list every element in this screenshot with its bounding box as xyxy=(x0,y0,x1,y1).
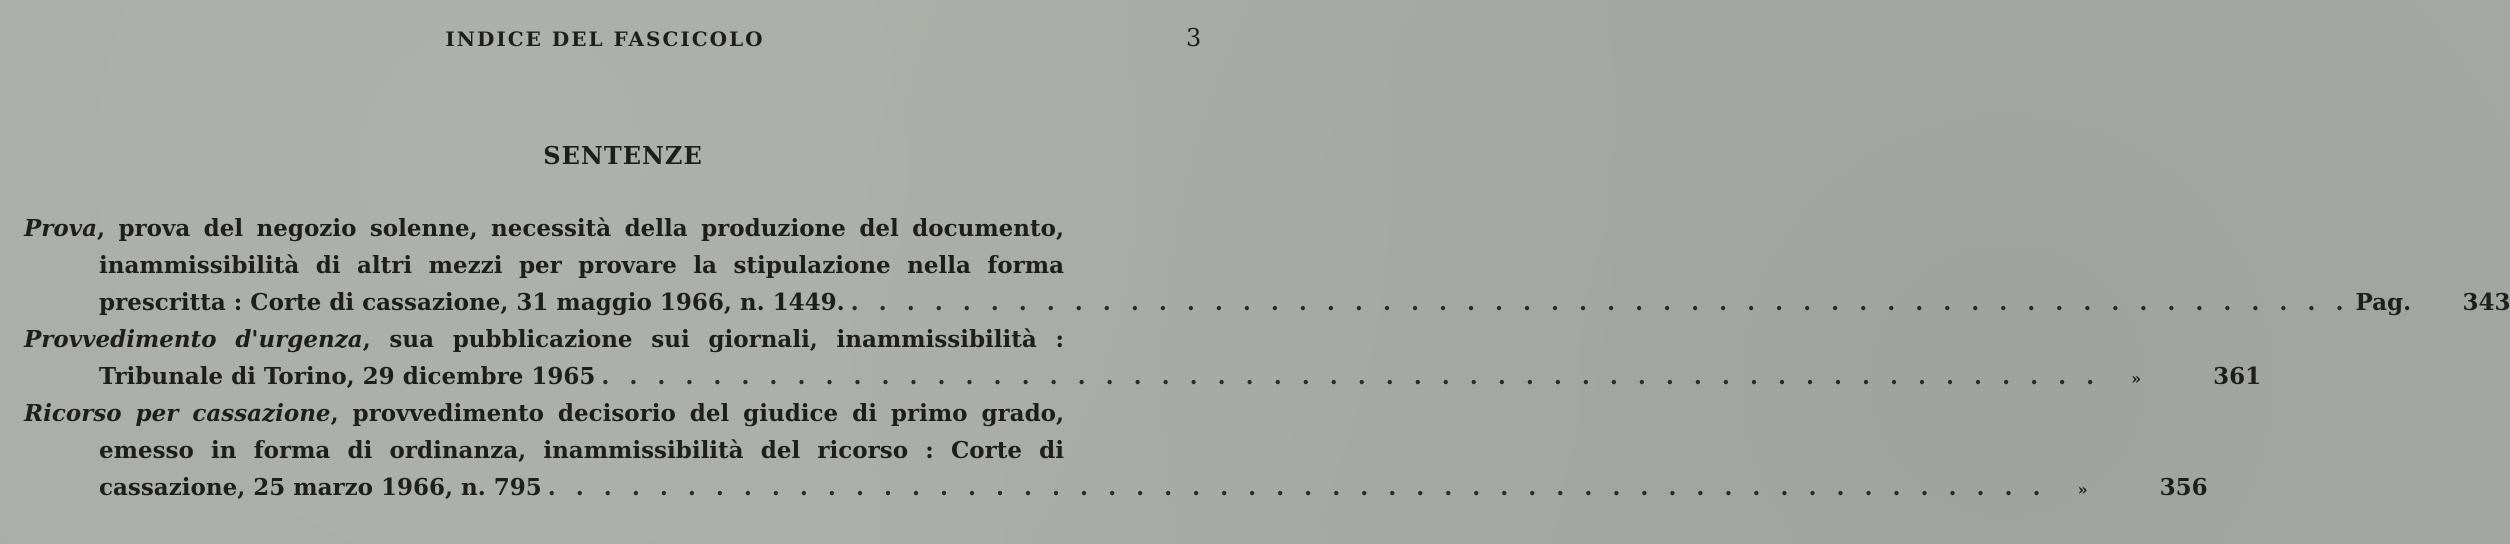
index-entry xyxy=(24,210,2510,321)
entry-keyword: Prova xyxy=(24,215,98,242)
page-reference xyxy=(2106,358,2261,397)
page-reference xyxy=(2355,284,2510,321)
entry-line xyxy=(24,321,1204,358)
page-number: 3 xyxy=(1186,24,1202,52)
index-entry xyxy=(24,395,2208,506)
entry-line xyxy=(24,284,2510,321)
entry-line xyxy=(24,432,1204,469)
entry-line xyxy=(24,358,2262,395)
entry-text: Tribunale di Torino, 29 dicembre 1965 xyxy=(99,363,596,390)
entry-text: , sua pubblicazione sui giornali, inammissibilità : xyxy=(362,326,1064,353)
entry-line xyxy=(24,210,1204,247)
running-title: INDICE DEL FASCICOLO xyxy=(445,27,765,51)
entry-text: emesso in forma di ordinanza, inammissibilità del ricorso : Corte di xyxy=(99,437,1064,464)
entry-line xyxy=(24,469,2208,506)
page-value: 343 xyxy=(2462,289,2510,316)
entry-text: cassazione, 25 marzo 1966, n. 795 xyxy=(99,474,542,501)
entry-keyword: Ricorso per cassazione xyxy=(24,400,331,427)
page-abbr: Pag. xyxy=(2355,289,2412,316)
entry-line xyxy=(24,247,1204,284)
index-entries xyxy=(24,210,2510,506)
page-reference xyxy=(2053,469,2208,508)
page-abbr: » xyxy=(2077,480,2088,499)
section-title: SENTENZE xyxy=(543,141,703,170)
dot-leader: . . . . . . . . . . . . . . . . . . . . . . . . . . . . . . . . . . . . . . . . . . . . . . . . . . . . . . xyxy=(547,474,2047,501)
dot-leader: . . . . . . . . . . . . . . . . . . . . . . . . . . . . . . . . . . . . . . . . . . . . . . . . . . . . . . xyxy=(601,363,2101,390)
entry-text: , prova del negozio solenne, necessità della produzione del documento, xyxy=(97,215,1064,242)
page-abbr: » xyxy=(2131,369,2142,388)
page-value: 361 xyxy=(2213,363,2262,390)
entry-text: , provvedimento decisorio del giudice di primo grado, xyxy=(330,400,1065,427)
index-entry xyxy=(24,321,2262,395)
entry-keyword: Provvedimento d'urgenza xyxy=(24,326,363,353)
entry-line xyxy=(24,395,1204,432)
entry-text: prescritta : Corte di cassazione, 31 maggio 1966, n. 1449. xyxy=(99,289,845,316)
entry-text: inammissibilità di altri mezzi per provare la stipulazione nella forma xyxy=(99,252,1064,279)
page-value: 356 xyxy=(2159,474,2208,501)
dot-leader: . . . . . . . . . . . . . . . . . . . . . . . . . . . . . . . . . . . . . . . . . . . . . . . . . . . . . . xyxy=(850,289,2350,316)
